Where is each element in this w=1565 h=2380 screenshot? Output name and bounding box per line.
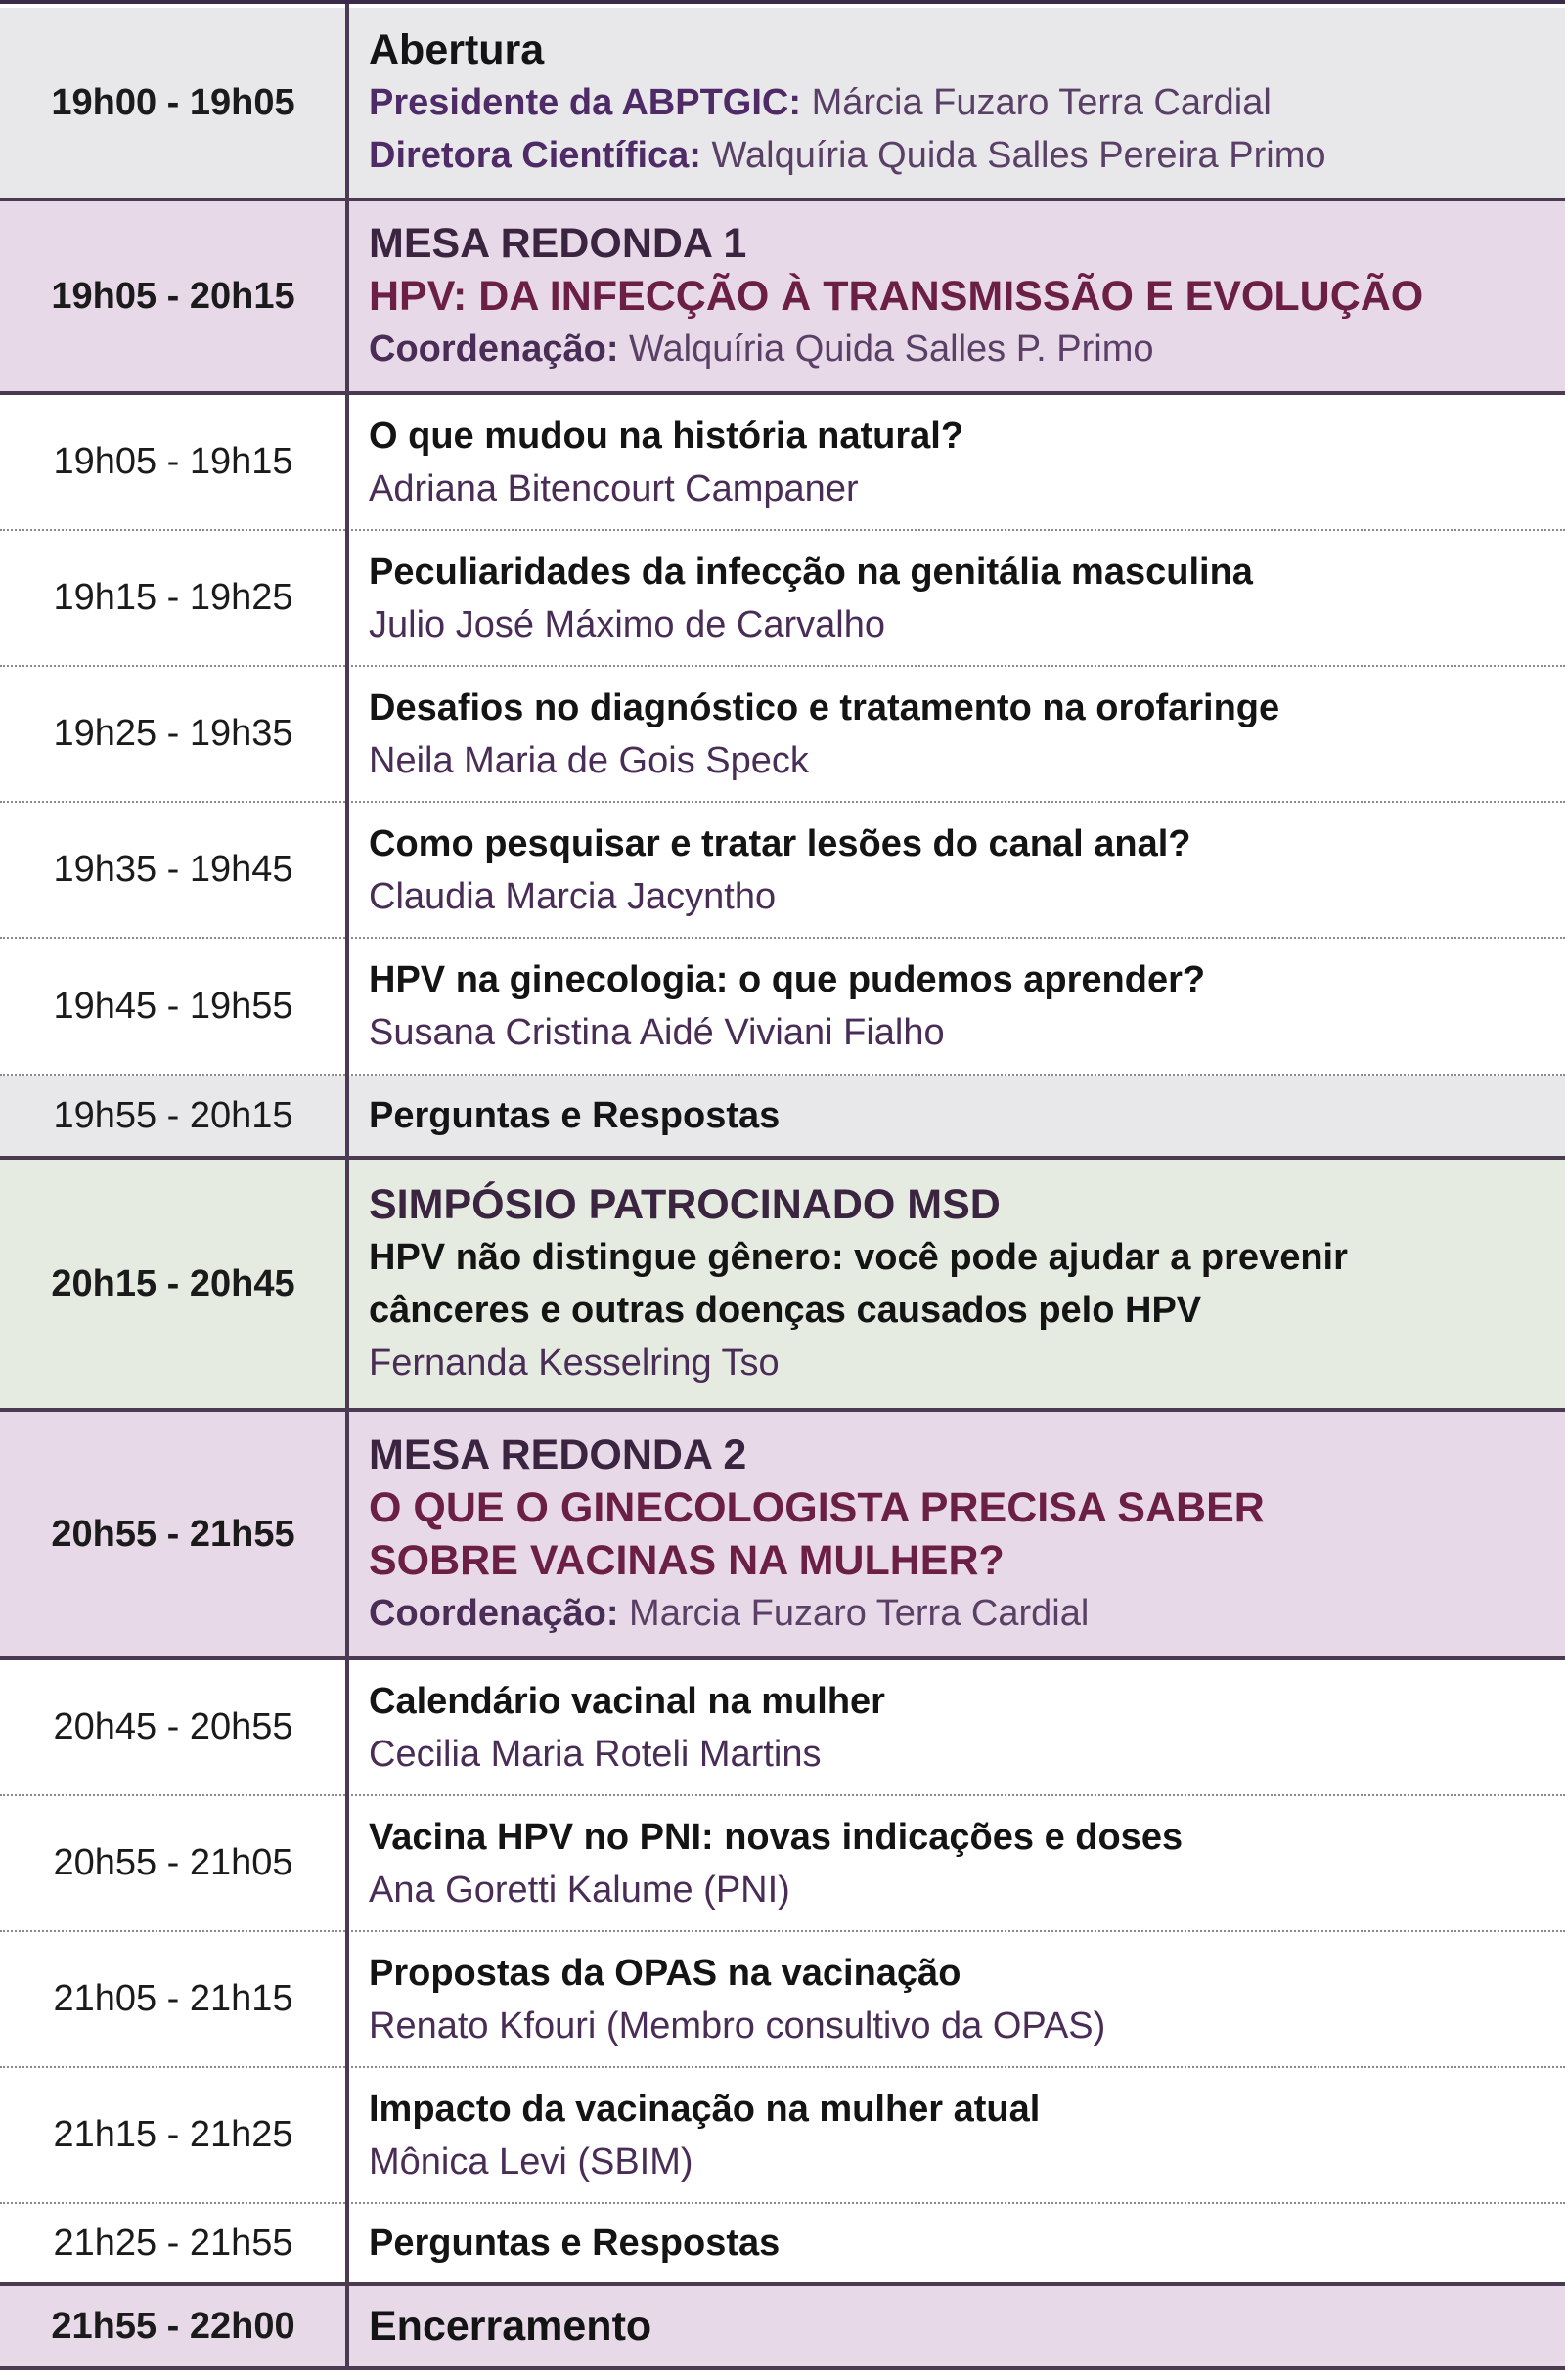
talk-title: Propostas da OPAS na vacinação [369, 1952, 961, 1994]
mesa1-time: 19h05 - 20h15 [51, 275, 295, 317]
opening-time: 19h00 - 19h05 [51, 81, 295, 123]
talk-time: 20h45 - 20h55 [53, 1706, 293, 1747]
talk-speaker: Ana Goretti Kalume (PNI) [369, 1869, 790, 1911]
talk-time: 19h25 - 19h35 [53, 713, 293, 754]
table-row [0, 1796, 1565, 1932]
qa-time: 21h25 - 21h55 [53, 2222, 293, 2264]
qa-title: Perguntas e Respostas [369, 2223, 781, 2264]
qa-title: Perguntas e Respostas [369, 1095, 781, 1136]
table-row [0, 531, 1565, 667]
talk-speaker: Neila Maria de Gois Speck [369, 739, 809, 781]
talk-speaker: Adriana Bitencourt Campaner [369, 467, 859, 509]
qa-time: 19h55 - 20h15 [53, 1094, 293, 1136]
mesa1-label: MESA REDONDA 1 [369, 220, 747, 267]
talk-speaker: Julio José Máximo de Carvalho [369, 603, 886, 645]
president-name: Márcia Fuzaro Terra Cardial [811, 82, 1272, 123]
mesa1-header-row [0, 201, 1565, 395]
talk-time: 19h15 - 19h25 [53, 577, 293, 618]
talk-title: Impacto da vacinação na mulher atual [369, 2088, 1041, 2130]
talk-speaker: Mônica Levi (SBIM) [369, 2140, 693, 2182]
opening-director [369, 129, 1545, 182]
table-row [0, 2068, 1565, 2204]
talk-time: 19h05 - 19h15 [53, 441, 293, 482]
mesa2-time: 20h55 - 21h55 [51, 1513, 295, 1555]
closing-title: Encerramento [369, 2303, 652, 2350]
qa-row [0, 1076, 1565, 1160]
mesa2-label: MESA REDONDA 2 [369, 1432, 747, 1478]
talk-title: Como pesquisar e tratar lesões do canal anal? [369, 822, 1191, 864]
mesa1-title: HPV: DA INFECÇÃO À TRANSMISSÃO E EVOLUÇÃO [369, 273, 1424, 320]
mesa1-coordination [369, 323, 1545, 375]
symposium-label: SIMPÓSIO PATROCINADO MSD [369, 1181, 1001, 1228]
closing-time: 21h55 - 22h00 [51, 2305, 295, 2347]
president-label: Presidente da ABPTGIC: [369, 82, 802, 123]
mesa2-title-line1: O QUE O GINECOLOGISTA PRECISA SABER [369, 1484, 1265, 1531]
table-row [0, 939, 1565, 1076]
mesa2-coord-name: Marcia Fuzaro Terra Cardial [629, 1593, 1090, 1634]
talk-title: O que mudou na história natural? [369, 415, 964, 457]
symposium-speaker: Fernanda Kesselring Tso [369, 1343, 780, 1384]
director-label: Diretora Científica: [369, 135, 701, 176]
qa-row [0, 2204, 1565, 2286]
table-row [0, 1932, 1565, 2068]
mesa1-coord-label: Coordenação: [369, 329, 619, 370]
talk-time: 19h45 - 19h55 [53, 985, 293, 1027]
mesa1-coord-name: Walquíria Quida Salles P. Primo [629, 329, 1154, 370]
symposium-title-line2: cânceres e outras doenças causados pelo HPV [369, 1290, 1202, 1331]
table-row [0, 667, 1565, 803]
talk-title: Calendário vacinal na mulher [369, 1680, 885, 1722]
table-row [0, 1660, 1565, 1796]
talk-time: 21h15 - 21h25 [53, 2114, 293, 2155]
opening-title: Abertura [369, 26, 545, 73]
symposium-time: 20h15 - 20h45 [51, 1262, 295, 1304]
talk-speaker: Claudia Marcia Jacyntho [369, 875, 777, 917]
talk-title: Peculiaridades da infecção na genitália masculina [369, 551, 1253, 593]
talk-title: Vacina HPV no PNI: novas indicações e doses [369, 1816, 1184, 1858]
mesa2-header-row [0, 1412, 1565, 1660]
opening-president [369, 76, 1545, 129]
talk-speaker: Renato Kfouri (Membro consultivo da OPAS) [369, 2005, 1106, 2047]
talk-speaker: Susana Cristina Aidé Viviani Fialho [369, 1012, 945, 1053]
talk-title: HPV na ginecologia: o que pudemos aprender? [369, 959, 1206, 1000]
talk-title: Desafios no diagnóstico e tratamento na orofaringe [369, 686, 1280, 728]
table-row [0, 803, 1565, 939]
mesa2-coordination [369, 1587, 1545, 1640]
mesa2-title-line2: SOBRE VACINAS NA MULHER? [369, 1537, 1005, 1584]
column-divider [345, 4, 349, 2370]
talk-speaker: Cecilia Maria Roteli Martins [369, 1733, 822, 1775]
director-name: Walquíria Quida Salles Pereira Primo [711, 135, 1326, 176]
closing-row [0, 2286, 1565, 2370]
talk-time: 21h05 - 21h15 [53, 1978, 293, 2019]
mesa2-coord-label: Coordenação: [369, 1593, 619, 1634]
talk-time: 19h35 - 19h45 [53, 849, 293, 890]
symposium-title-line1: HPV não distingue gênero: você pode ajudar a prevenir [369, 1237, 1348, 1278]
talk-time: 20h55 - 21h05 [53, 1842, 293, 1883]
opening-row [0, 8, 1565, 201]
table-row [0, 395, 1565, 531]
symposium-row [0, 1160, 1565, 1412]
